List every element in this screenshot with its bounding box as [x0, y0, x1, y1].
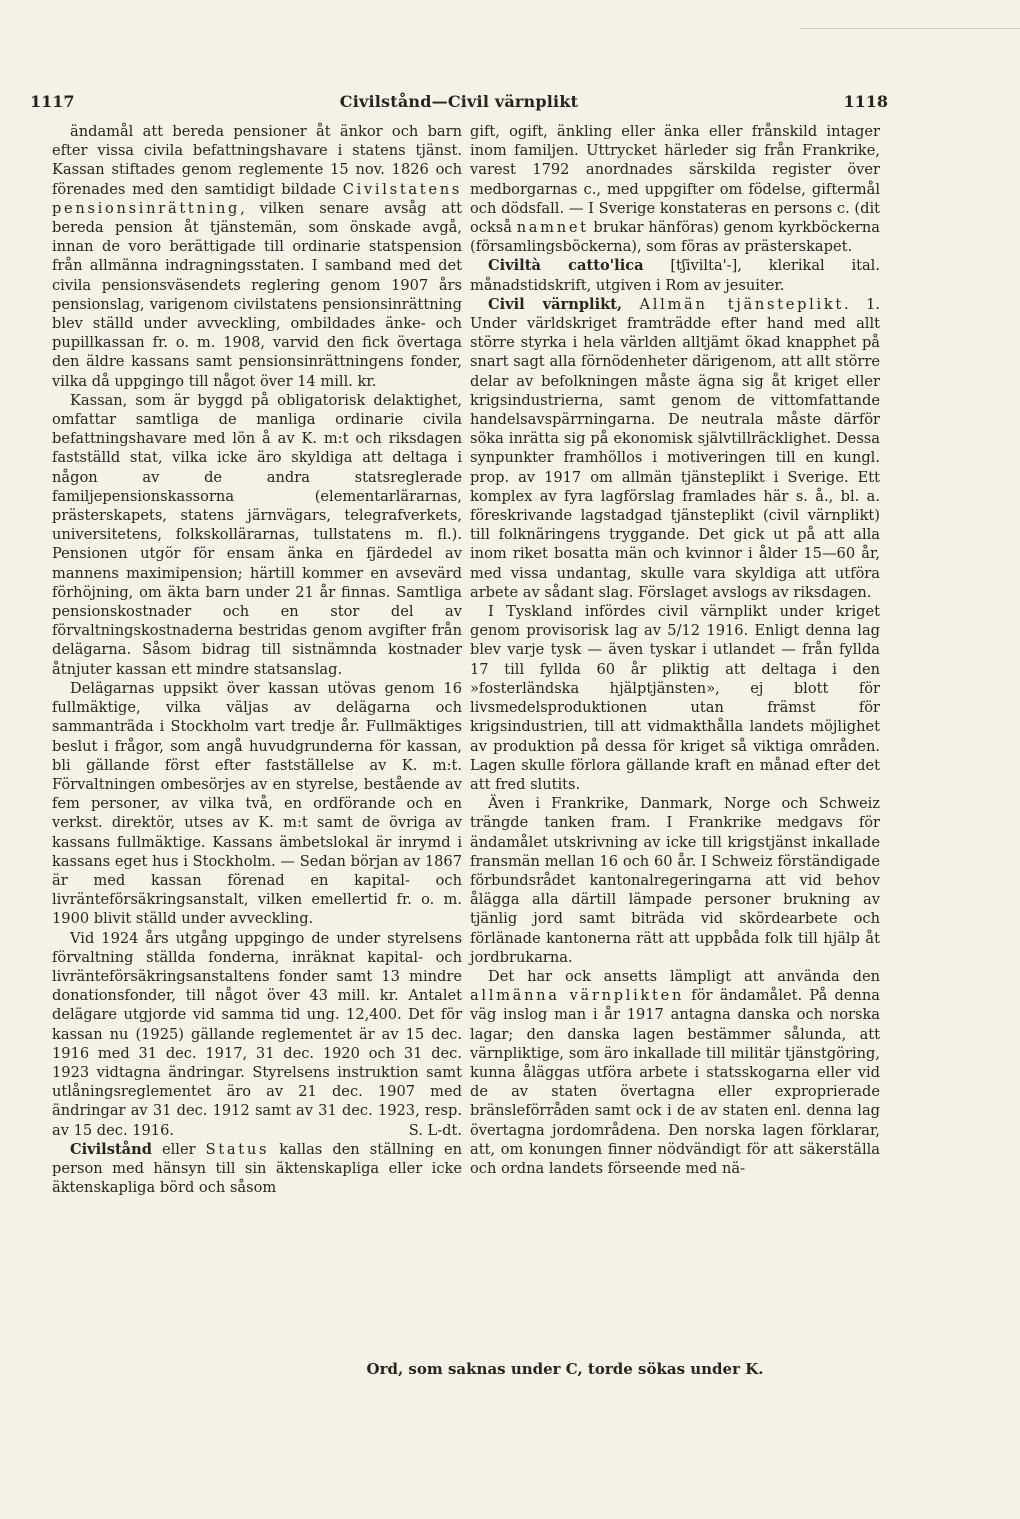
paragraph: [52, 122, 462, 391]
headword: Civilstånd: [70, 1140, 152, 1158]
paragraph-text: [622, 296, 639, 313]
paragraph-text: I Tyskland infördes civil värnplikt under kriget genom provisorisk lag av 5/12 1916. Enligt denna lag blev varje tysk — även tyskar i utlandet — från fyllda 17 till fyllda 60 år pliktig att deltaga i den »fosterländska hjälptjänsten», ej blott för livsmedelsproduktionen utan främst för krigsindustrien, till att vidmakthålla landets möjlighet av produktion på dessa för kriget så viktiga områden. Lagen skulle förlora gällande kraft en månad efter det att fred slutits.: [470, 603, 880, 793]
paragraph: [470, 256, 880, 294]
paragraph: [52, 391, 462, 679]
paragraph: [470, 967, 880, 1178]
paragraph: [470, 602, 880, 794]
paragraph: [52, 929, 462, 1140]
paragraph-text-cont: . 1. Under världskriget framträdde efter hand med allt större styrka i hela världen alltjämt ökad knapphet på snart sagt alla förnödenheter därigenom, att allt större delar av befolkningen måste ägna sig åt kriget eller krigsindustrierna, samt genom de vittomfattande handelsavspärrningarna. De neutrala måste därför söka inrätta sig på ekonomisk självtillräcklighet. Dessa synpunkter framhöllos i motiveringen till en kungl. prop. av 1917 om allmän tjänsteplikt i Sverige. Ett komplex av fyra lagförslag framlades här s. å., bl. a. föreskrivande lagstadgad tjänsteplikt (civil värnplikt) till folknäringens tryggande. Det gick ut på att alla inom riket bosatta män och kvinnor i ålder 15—60 år, med vissa undantag, skulle vara skyldiga att utföra arbete av sådant slag. Förslaget avslogs av riksdagen.: [470, 295, 880, 601]
paragraph: [470, 122, 880, 256]
spaced-term: Status: [205, 1140, 270, 1158]
spaced-term: Civilstatens pensionsinrättning: [52, 180, 462, 217]
paragraph-text: Det har ock ansetts lämpligt att använda den: [488, 967, 880, 985]
right-column: [470, 122, 880, 1178]
paragraph-text: Kassan, som är byggd på obligatorisk delaktighet, omfattar samtliga de manliga ordinarie civila befattningshavare med lön å av K. m:t och riksdagen fastställd stat, vilka icke äro skyldiga att deltaga i någon av de andra statsreglerade familjepensionskassorna (elementarlärarnas, prästerskapets, statens järnvägars, telegrafverkets, universitetens, folkskollärarnas, tullstatens m. fl.). Pensionen utgör för ensam änka en fjärdedel av mannens maximipension; härtill kommer en avsevärd förhöjning, om äkta barn under 21 år finnas. Samtliga pensionskostnader och en stor del av förvaltningskostnaderna bestridas genom avgifter från delägarna. Såsom bidrag till sistnämnda kostnader åtnjuter kassan ett mindre statsanslag.: [52, 391, 462, 678]
spaced-term: Allmän tjänsteplikt: [639, 295, 844, 313]
left-column: [52, 122, 462, 1197]
page-header: [30, 92, 888, 111]
paragraph-text: Vid 1924 års utgång uppgingo de under styrelsens förvaltning ställda fonderna, inräknat kapital- och livränteförsäkringsanstaltens fonder samt 13 mindre donationsfonder, till något över 43 mill. kr. Antalet delägare utgjorde vid samma tid ung. 12,400. Det för kassan nu (1925) gällande reglementet är av 15 dec. 1916 med 31 dec. 1917, 31 dec. 1920 och 31 dec. 1923 vidtagna ändringar. Styrelsens instruktion samt utlåningsreglementet äro av 21 dec. 1907 med ändringar av 31 dec. 1912 samt av 31 dec. 1923, resp. av 15 dec. 1916.: [52, 929, 462, 1139]
spaced-term: namnet: [516, 219, 589, 237]
left-page-number: 1117: [30, 92, 75, 111]
headword: Civil värnplikt,: [488, 295, 623, 313]
paragraph-text: ändamål att bereda pensioner åt änkor och barn efter vissa civila befattningshavare i statens tjänst. Kassan stiftades genom reglemente 15 nov. 1826 och förenades med den samtidigt bildade: [52, 123, 462, 198]
paragraph-text-cont: brukar hänföras) genom kyrkböckerna (församlingsböckerna), som föras av prästerskapet.: [470, 219, 881, 256]
paragraph-text: Delägarnas uppsikt över kassan utövas genom 16 fullmäktige, vilka väljas av delägarna och sammanträda i Stockholm vart tredje år. Fullmäktiges beslut i frågor, som angå huvudgrunderna för kassan, bli gällande först efter fastställelse av K. m:t. Förvaltningen ombesörjes av en styrelse, bestående av fem personer, av vilka två, en ordförande och en verkst. direktör, utses av K. m:t samt de övriga av kassans fullmäktige. Kassans ämbetslokal är inrymd i kassans eget hus i Stockholm. — Sedan början av 1867 är med kassan förenad en kapital- och livränteförsäkringsanstalt, vilken emellertid fr. o. m. 1900 blivit ställd under avveckling.: [52, 679, 462, 928]
running-title: Civilstånd—Civil värnplikt: [339, 92, 579, 111]
paragraph-text-cont: , vilken senare avsåg att bereda pension åt tjänstemän, som önskade avgå, innan de voro berättigade till ordinarie statspension från allmänna indragningsstaten. I samband med det civila pensionsväsendets reglering genom 1907 års pensionslag, varigenom civilstatens pensionsinrättning blev ställd under avveckling, ombildades änke- och pupillkassan fr. o. m. 1908, varvid den fick övertaga den äldre kassans samt pensionsinrättningens fonder, vilka då uppgingo till något över 14 mill. kr.: [52, 199, 462, 390]
paragraph-text: gift, ogift, änkling eller änka eller frånskild intager inom familjen. Uttrycket härleder sig från Frankrike, varest 1792 anordnades särskilda register över medborgarnas c., med uppgifter om födelse, giftermål och dödsfall. — I Sverige konstateras en persons c. (dit också: [470, 123, 880, 237]
paragraph: [470, 295, 880, 602]
footer-note: Ord, som saknas under C, torde sökas under K.: [366, 1360, 764, 1378]
paragraph-text-cont: för ändamålet. På denna väg inslog man i år 1917 antagna danska och norska lagar; den danska lagen bestämmer sålunda, att värnpliktige, som äro inkallade till militär tjänstgöring, kunna åläggas utföra arbete i statsskogarna eller vid de av staten övertagna eller exproprierade bränsleförråden samt ock i de av staten enl. denna lag övertagna jordområdena. Den norska lagen förklarar, att, om konungen finner nödvändigt för att säkerställa och ordna landets förseende med nä-: [470, 987, 880, 1177]
paragraph: [52, 679, 462, 929]
paragraph-text: Även i Frankrike, Danmark, Norge och Schweiz trängde tanken fram. I Frankrike medgavs för ändamålet utskrivning av icke till krigstjänst inkallade fransmän mellan 16 och 60 år. I Schweiz förständigade förbundsrådet kantonalregeringarna att vid behov ålägga alla därtill lämpade personer brukning av tjänlig jord samt biträda vid skördearbete och förlänade kantonerna rätt att uppbåda folk till hjälp åt jordbrukarna.: [470, 795, 880, 966]
scan-edge-line: [800, 28, 1020, 29]
paragraph-text: eller: [151, 1140, 206, 1158]
paragraph: [470, 794, 880, 967]
right-page-number: 1118: [843, 92, 888, 111]
author-signature: S. L-dt.: [408, 1121, 462, 1139]
headword: Civiltà catto'lica: [488, 257, 644, 275]
spaced-term: allmänna värnplikten: [470, 987, 685, 1005]
paragraph-text: [tʃivilta'-], klerikal ital. månadstidskrift, utgiven i Rom av jesuiter.: [470, 257, 880, 294]
paragraph: [52, 1140, 462, 1198]
paragraph-text-cont: kallas den ställning en person med hänsyn till sin äktenskapliga eller icke äktenskapliga börd och såsom: [52, 1140, 462, 1197]
